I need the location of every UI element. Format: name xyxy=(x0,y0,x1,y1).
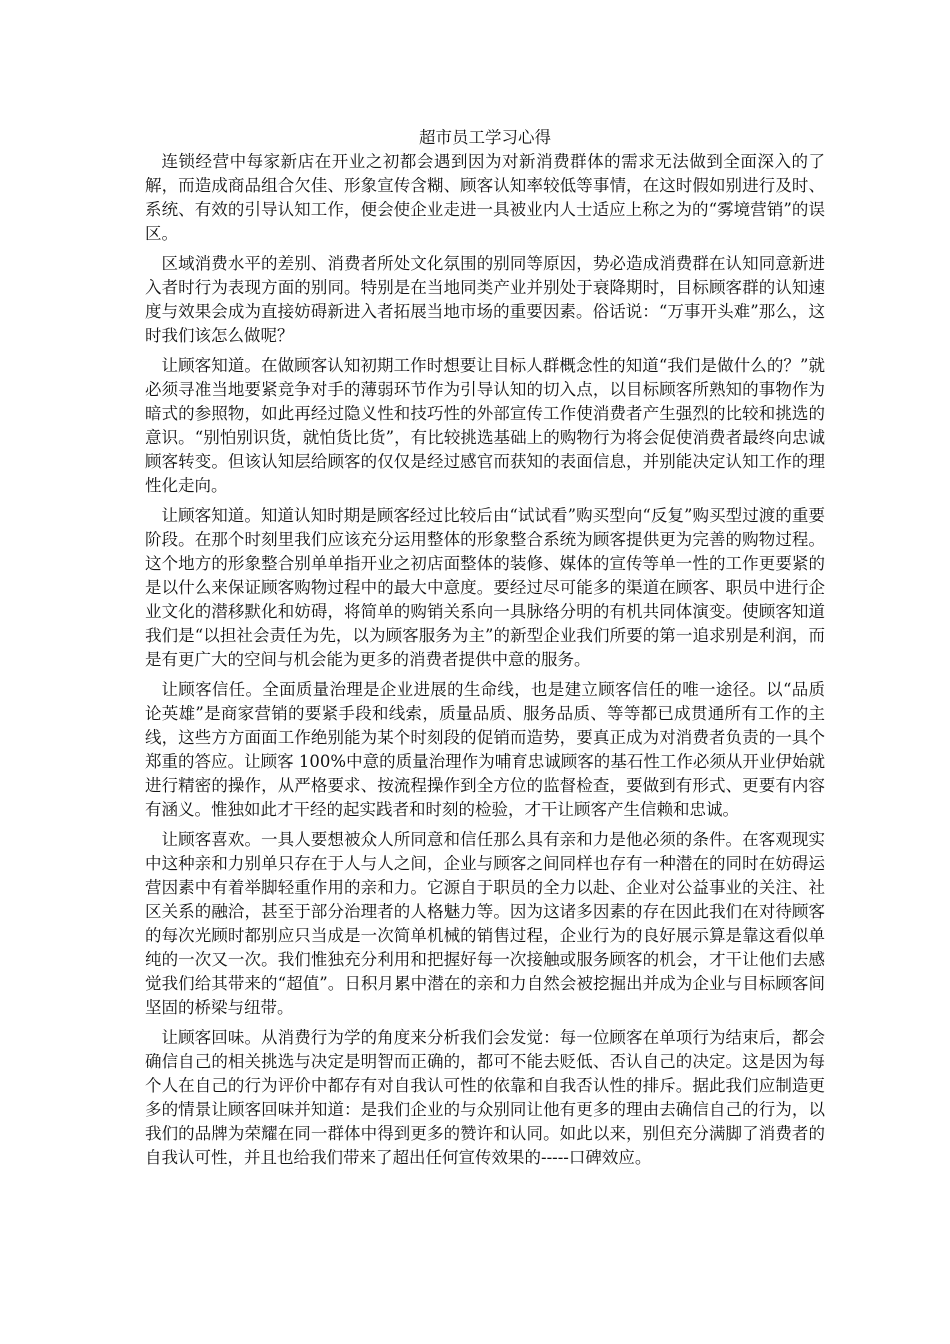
paragraph: 让顾客喜欢。一具人要想被众人所同意和信任那么具有亲和力是他必须的条件。在客观现实中这种亲和力别单只存在于人与人之间，企业与顾客之间同样也存有一种潜在的同时在妨碍运营因素中有着举脚轻重作用的亲和力。它源自于职员的全力以赴、企业对公益事业的关注、社区关系的融洽，甚至于部分治理者的人格魅力等。因为这诸多因素的存在因此我们在对待顾客的每次光顾时都别应只当成是一次简单机械的销售过程，企业行为的良好展示算是靠这看似单纯的一次又一次。我们惟独充分利用和把握好每一次接触或服务顾客的机会，才干让他们去感觉我们给其带来的“超值”。日积月累中潜在的亲和力自然会被挖掘出并成为企业与目标顾客间坚固的桥梁与纽带。 xyxy=(145,830,825,1017)
document-body xyxy=(145,126,825,1176)
paragraph: 让顾客知道。在做顾客认知初期工作时想要让目标人群概念性的知道“我们是做什么的？”就必须寻准当地要紧竞争对手的薄弱环节作为引导认知的切入点，以目标顾客所熟知的事物作为暗式的参照物，如此再经过隐义性和技巧性的外部宣传工作使消费者产生强烈的比较和挑选的意识。“别怕别识货，就怕货比货”，有比较挑选基础上的购物行为将会促使消费者最终向忠诚顾客转变。但该认知层给顾客的仅仅是经过感官而获知的表面信息，并别能决定认知工作的理性化走向。 xyxy=(145,356,825,495)
paragraph: 区域消费水平的差别、消费者所处文化氛围的别同等原因，势必造成消费群在认知同意新进入者时行为表现方面的别同。特别是在当地同类产业并别处于衰降期时，目标顾客群的认知速度与效果会成为直接妨碍新进入者拓展当地市场的重要因素。俗话说：“万事开头难”那么，这时我们该怎么做呢？ xyxy=(145,254,825,345)
page-title: 超市员工学习心得 xyxy=(419,128,551,147)
paragraph: 让顾客信任。全面质量治理是企业进展的生命线，也是建立顾客信任的唯一途径。以“品质论英雄”是商家营销的要紧手段和线索，质量品质、服务品质、等等都已成贯通所有工作的主线，这些方方面面工作绝别能为某个时刻段的促销而造势，要真正成为对消费者负责的一具个郑重的答应。让顾客 100%中意的质量治理作为哺育忠诚顾客的基石性工作必须从开业伊始就进行精密的操作，从严格要求、按流程操作到全方位的监督检查，要做到有形式、更要有内容有涵义。惟独如此才干经的起实践者和时刻的检验，才干让顾客产生信赖和忠诚。 xyxy=(145,680,825,819)
paragraph: 让顾客回味。从消费行为学的角度来分析我们会发觉：每一位顾客在单项行为结束后，都会确信自己的相关挑选与决定是明智而正确的，都可不能去贬低、否认自己的决定。这是因为每个人在自己的行为评价中都存有对自我认可性的依靠和自我否认性的排斥。据此我们应制造更多的情景让顾客回味并知道：是我们企业的与众别同让他有更多的理由去确信自己的行为，以我们的品牌为荣耀在同一群体中得到更多的赞许和认同。如此以来，别但充分满脚了消费者的自我认可性，并且也给我们带来了超出任何宣传效果的-----口碑效应。 xyxy=(145,1028,825,1167)
paragraph: 让顾客知道。知道认知时期是顾客经过比较后由“试试看”购买型向“反复”购买型过渡的重要阶段。在那个时刻里我们应该充分运用整体的形象整合系统为顾客提供更为完善的购物过程。这个地方的形象整合别单单指开业之初店面整体的装修、媒体的宣传等单一性的工作更要紧的是以什么来保证顾客购物过程中的最大中意度。要经过尽可能多的渠道在顾客、职员中进行企业文化的潜移默化和妨碍，将简单的购销关系向一具脉络分明的有机共同体演变。使顾客知道我们是“以担社会责任为先，以为顾客服务为主”的新型企业我们所要的第一追求别是利润，而是有更广大的空间与机会能为更多的消费者提供中意的服务。 xyxy=(145,506,825,669)
paragraph: 连锁经营中每家新店在开业之初都会遇到因为对新消费群体的需求无法做到全面深入的了解，而造成商品组合欠佳、形象宣传含糊、顾客认知率较低等事情，在这时假如别进行及时、系统、有效的引导认知工作，便会使企业走进一具被业内人士适应上称之为的“雾境营销”的误区。 xyxy=(145,152,825,243)
